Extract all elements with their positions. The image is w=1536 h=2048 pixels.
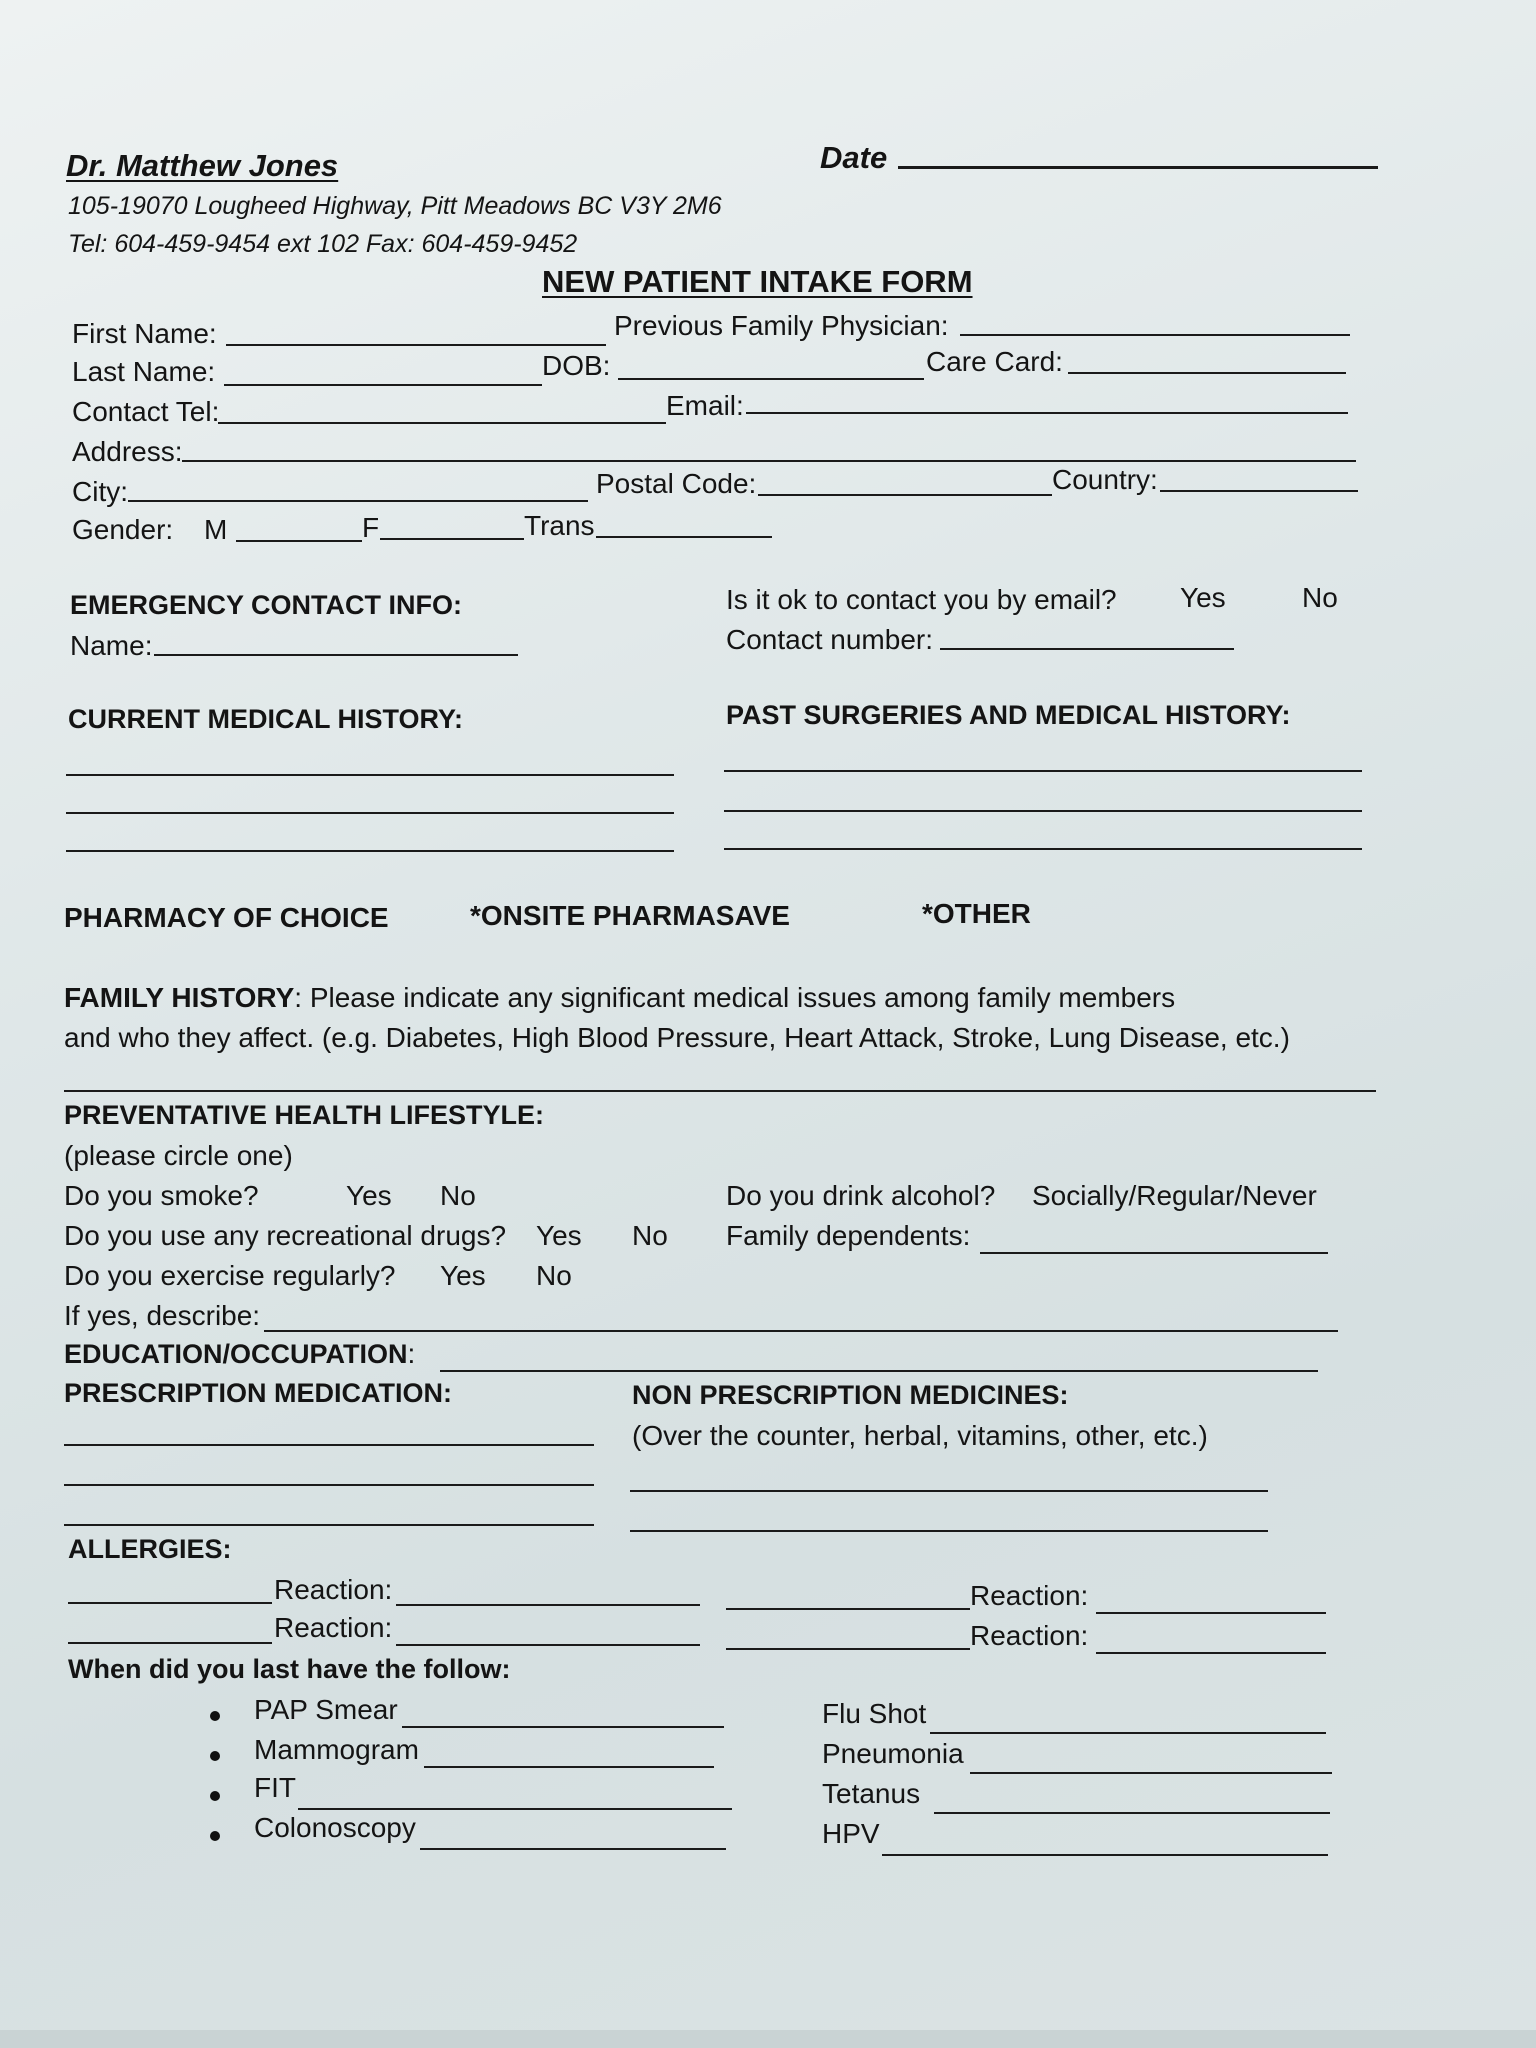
education-colon: : — [407, 1338, 416, 1369]
drugs-no[interactable]: No — [632, 1220, 668, 1251]
nonprescription-heading: NON PRESCRIPTION MEDICINES: — [632, 1380, 1069, 1410]
exercise-yes[interactable]: Yes — [440, 1260, 486, 1291]
emergency-heading: EMERGENCY CONTACT INFO: — [70, 590, 463, 620]
bullet-icon — [210, 1831, 220, 1841]
doctor-name: Dr. Matthew Jones — [66, 148, 339, 183]
last-name-field[interactable] — [224, 384, 542, 386]
screening-fit-field[interactable] — [298, 1808, 732, 1810]
allergy-4-reaction-label: Reaction: — [970, 1620, 1089, 1651]
previous-physician-field[interactable] — [960, 334, 1350, 336]
contact-number-label: Contact number: — [726, 624, 933, 655]
past-history-line-1[interactable] — [724, 770, 1362, 772]
clinic-phone: Tel: 604-459-9454 ext 102 Fax: 604-459-9452 — [68, 230, 578, 258]
past-history-line-2[interactable] — [724, 810, 1362, 812]
emergency-name-field[interactable] — [154, 654, 518, 656]
alcohol-options[interactable]: Socially/Regular/Never — [1032, 1180, 1317, 1211]
pharmacy-onsite-option[interactable]: *ONSITE PHARMASAVE — [470, 900, 790, 931]
email-label: Email: — [666, 390, 744, 421]
gender-trans-label: Trans — [524, 510, 595, 541]
screening-heading: When did you last have the follow: — [68, 1654, 511, 1684]
contact-tel-label: Contact Tel: — [72, 396, 220, 427]
drugs-question: Do you use any recreational drugs? — [64, 1220, 507, 1251]
exercise-no[interactable]: No — [536, 1260, 572, 1291]
pharmacy-label: PHARMACY OF CHOICE — [64, 902, 389, 933]
screening-hpv-label: HPV — [822, 1818, 880, 1849]
form-title: NEW PATIENT INTAKE FORM — [542, 264, 973, 299]
screening-pneumonia-field[interactable] — [970, 1772, 1332, 1774]
screening-mammogram-field[interactable] — [424, 1766, 714, 1768]
prescription-line-2[interactable] — [64, 1484, 594, 1486]
postal-code-field[interactable] — [758, 494, 1052, 496]
emergency-name-label: Name: — [70, 630, 153, 661]
drugs-yes[interactable]: Yes — [536, 1220, 582, 1251]
screening-tetanus-label: Tetanus — [822, 1778, 921, 1809]
allergy-1-reaction-label: Reaction: — [274, 1574, 393, 1605]
bullet-icon — [210, 1751, 220, 1761]
family-history-text-2: and who they affect. (e.g. Diabetes, High Blood Pressure, Heart Attack, Stroke, Lung Disease, etc.) — [64, 1022, 1290, 1053]
screening-flu-shot-field[interactable] — [930, 1732, 1326, 1734]
prescription-line-3[interactable] — [64, 1524, 594, 1526]
first-name-field[interactable] — [226, 344, 606, 346]
smoke-question: Do you smoke? — [64, 1180, 259, 1211]
nonprescription-line-1[interactable] — [630, 1490, 1268, 1492]
allergy-3-field[interactable] — [726, 1608, 970, 1610]
contact-number-field[interactable] — [940, 648, 1234, 650]
care-card-label: Care Card: — [926, 346, 1063, 377]
screening-colonoscopy-label: Colonoscopy — [254, 1812, 416, 1843]
exercise-question: Do you exercise regularly? — [64, 1260, 396, 1291]
care-card-field[interactable] — [1068, 372, 1346, 374]
screening-fit-label: FIT — [254, 1772, 296, 1803]
family-history-field[interactable] — [64, 1090, 1376, 1092]
address-field[interactable] — [182, 460, 1356, 462]
allergy-2-field[interactable] — [68, 1642, 272, 1644]
education-field[interactable] — [440, 1370, 1318, 1372]
allergy-4-reaction-field[interactable] — [1096, 1652, 1326, 1654]
allergy-3-reaction-label: Reaction: — [970, 1580, 1089, 1611]
email-consent-yes[interactable]: Yes — [1180, 582, 1226, 613]
past-history-line-3[interactable] — [724, 848, 1362, 850]
city-field[interactable] — [128, 500, 588, 502]
prescription-heading: PRESCRIPTION MEDICATION: — [64, 1378, 453, 1408]
screening-mammogram-label: Mammogram — [254, 1734, 419, 1765]
first-name-label: First Name: — [72, 318, 217, 349]
bullet-icon — [210, 1711, 220, 1721]
email-consent-question: Is it ok to contact you by email? — [726, 584, 1117, 615]
gender-m-field[interactable] — [236, 540, 362, 542]
allergy-4-field[interactable] — [726, 1648, 970, 1650]
alcohol-question: Do you drink alcohol? — [726, 1180, 996, 1211]
gender-f-label: F — [362, 512, 380, 543]
gender-trans-field[interactable] — [596, 536, 772, 538]
circle-note: (please circle one) — [64, 1140, 293, 1171]
current-history-line-3[interactable] — [66, 850, 674, 852]
allergy-2-reaction-field[interactable] — [396, 1644, 700, 1646]
describe-label: If yes, describe: — [64, 1300, 261, 1331]
country-label: Country: — [1052, 464, 1158, 495]
last-name-label: Last Name: — [72, 356, 216, 387]
gender-f-field[interactable] — [380, 538, 524, 540]
nonprescription-note: (Over the counter, herbal, vitamins, other, etc.) — [632, 1420, 1208, 1451]
dependents-field[interactable] — [980, 1252, 1328, 1254]
contact-tel-field[interactable] — [218, 422, 666, 424]
family-history-instruction: : Please indicate any significant medical issues among family members — [294, 982, 1176, 1013]
screening-pap-smear-field[interactable] — [402, 1726, 724, 1728]
screening-pap-smear-label: PAP Smear — [254, 1694, 398, 1725]
describe-field[interactable] — [264, 1330, 1338, 1332]
allergy-3-reaction-field[interactable] — [1096, 1612, 1326, 1614]
country-field[interactable] — [1160, 490, 1358, 492]
allergy-2-reaction-label: Reaction: — [274, 1612, 393, 1643]
email-field[interactable] — [746, 412, 1348, 414]
education-label-line — [64, 1340, 415, 1368]
allergy-1-reaction-field[interactable] — [396, 1604, 700, 1606]
smoke-yes[interactable]: Yes — [346, 1180, 392, 1211]
prescription-line-1[interactable] — [64, 1444, 594, 1446]
city-label: City: — [72, 476, 128, 507]
gender-label: Gender: — [72, 514, 174, 545]
dob-field[interactable] — [618, 378, 924, 380]
lifestyle-heading: PREVENTATIVE HEALTH LIFESTYLE: — [64, 1100, 545, 1130]
screening-hpv-field[interactable] — [882, 1854, 1328, 1856]
date-field[interactable] — [898, 166, 1378, 169]
dob-label: DOB: — [542, 350, 611, 381]
date-label: Date — [820, 140, 888, 175]
previous-physician-label: Previous Family Physician: — [614, 310, 949, 341]
allergies-heading: ALLERGIES: — [68, 1534, 232, 1564]
current-history-line-2[interactable] — [66, 812, 674, 814]
bullet-icon — [210, 1791, 220, 1801]
past-history-heading: PAST SURGERIES AND MEDICAL HISTORY: — [726, 700, 1291, 730]
dependents-label: Family dependents: — [726, 1220, 971, 1251]
clinic-address: 105-19070 Lougheed Highway, Pitt Meadows BC V3Y 2M6 — [68, 192, 722, 220]
email-consent-no[interactable]: No — [1302, 582, 1338, 613]
education-heading: EDUCATION/OCCUPATION — [64, 1339, 408, 1369]
pharmacy-other-option[interactable]: *OTHER — [922, 898, 1031, 929]
screening-colonoscopy-field[interactable] — [420, 1848, 726, 1850]
nonprescription-line-2[interactable] — [630, 1530, 1268, 1532]
screening-tetanus-field[interactable] — [934, 1812, 1330, 1814]
current-history-line-1[interactable] — [66, 774, 674, 776]
family-history-text-1 — [64, 984, 1175, 1012]
family-history-heading: FAMILY HISTORY — [64, 982, 295, 1013]
screening-pneumonia-label: Pneumonia — [822, 1738, 964, 1769]
screening-flu-shot-label: Flu Shot — [822, 1698, 927, 1729]
postal-code-label: Postal Code: — [596, 468, 757, 499]
address-label: Address: — [72, 436, 183, 467]
current-history-heading: CURRENT MEDICAL HISTORY: — [68, 704, 464, 734]
allergy-1-field[interactable] — [68, 1602, 272, 1604]
smoke-no[interactable]: No — [440, 1180, 476, 1211]
gender-m-label: M — [204, 514, 228, 545]
